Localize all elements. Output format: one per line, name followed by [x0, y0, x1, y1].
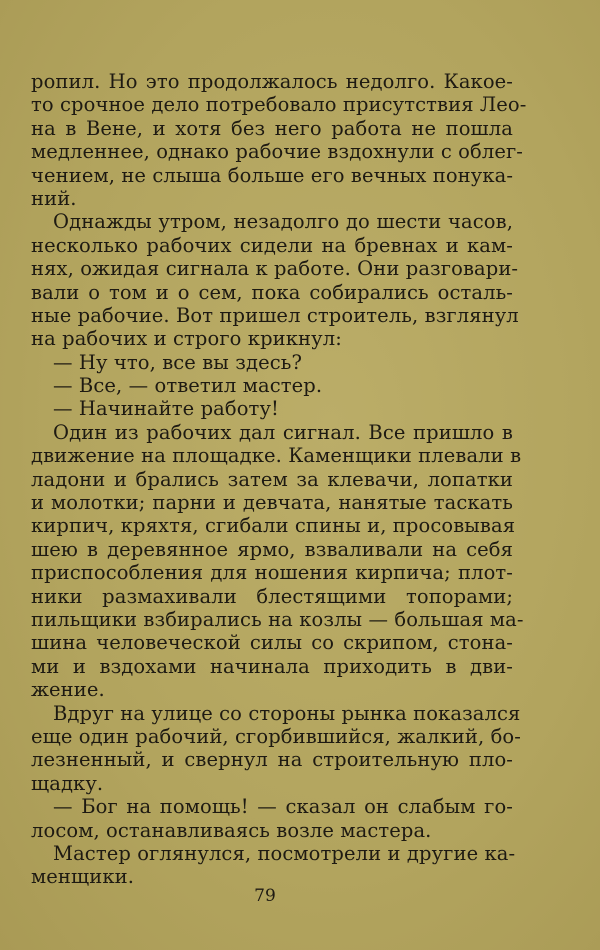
text-line: — Все, — ответил мастер.: [53, 374, 323, 398]
text-line: Однажды утром, незадолго до шести часов,: [53, 210, 513, 234]
text-line: чением, не слыша больше его вечных понука-: [31, 163, 514, 187]
text-line: и молотки; парни и девчата, нанятые таскать: [31, 491, 513, 515]
text-line: медленнее, однако рабочие вздохнули с облег-: [31, 140, 523, 164]
text-line: — Начинайте работу!: [53, 397, 279, 421]
page-number: 79: [254, 886, 276, 906]
text-line: — Ну что, все вы здесь?: [53, 350, 303, 374]
text-line: ладони и брались затем за клевачи, лопатки: [31, 467, 513, 491]
text-line: — Бог на помощь! — сказал он слабым го-: [53, 795, 513, 819]
text-line: нях, ожидая сигнала к работе. Они разговари-: [31, 257, 519, 281]
text-line: ропил. Но это продолжалось недолго. Какое-: [31, 70, 513, 93]
text-line: на в Вене, и хотя без него работа не пошла: [31, 116, 513, 140]
text-line: лосом, останавливаясь возле мастера.: [31, 818, 432, 842]
text-line: щадку.: [31, 771, 104, 795]
text-line: шина человеческой силы со скрипом, стона-: [31, 631, 513, 655]
text-line: на рабочих и строго крикнул:: [31, 327, 342, 351]
text-line: пильщики взбирались на козлы — большая ма-: [31, 607, 524, 631]
text-line: вали о том и о сем, пока собирались осталь-: [31, 280, 513, 304]
text-line: ми и вздохами начинала приходить в дви-: [31, 654, 513, 678]
text-line: Мастер оглянулся, посмотрели и другие ка-: [53, 841, 516, 865]
text-line: ний.: [31, 186, 77, 210]
text-line: Вдруг на улице со стороны рынка показался: [53, 701, 521, 725]
text-line: приспособления для ношения кирпича; плот-: [31, 561, 513, 585]
text-line: ники размахивали блестящими топорами;: [31, 584, 513, 608]
text-line: менщики.: [31, 865, 135, 889]
text-line: шею в деревянное ярмо, взваливали на себя: [31, 537, 513, 561]
text-line: жение.: [31, 678, 105, 702]
text-line: несколько рабочих сидели на бревнах и кам-: [31, 233, 513, 257]
text-line: Один из рабочих дал сигнал. Все пришло в: [53, 420, 513, 444]
text-line: движение на площадке. Каменщики плевали в: [31, 444, 522, 468]
text-line: еще один рабочий, сгорбившийся, жалкий, бо-: [31, 724, 521, 748]
text-line: ные рабочие. Вот пришел строитель, взглянул: [31, 303, 519, 327]
text-line: то срочное дело потребовало присутствия Лео-: [31, 93, 527, 117]
text-line: кирпич, кряхтя, сгибали спины и, просовывая: [31, 514, 516, 538]
text-line: лезненный, и свернул на строительную пло-: [31, 748, 513, 772]
page-text: [31, 70, 527, 889]
